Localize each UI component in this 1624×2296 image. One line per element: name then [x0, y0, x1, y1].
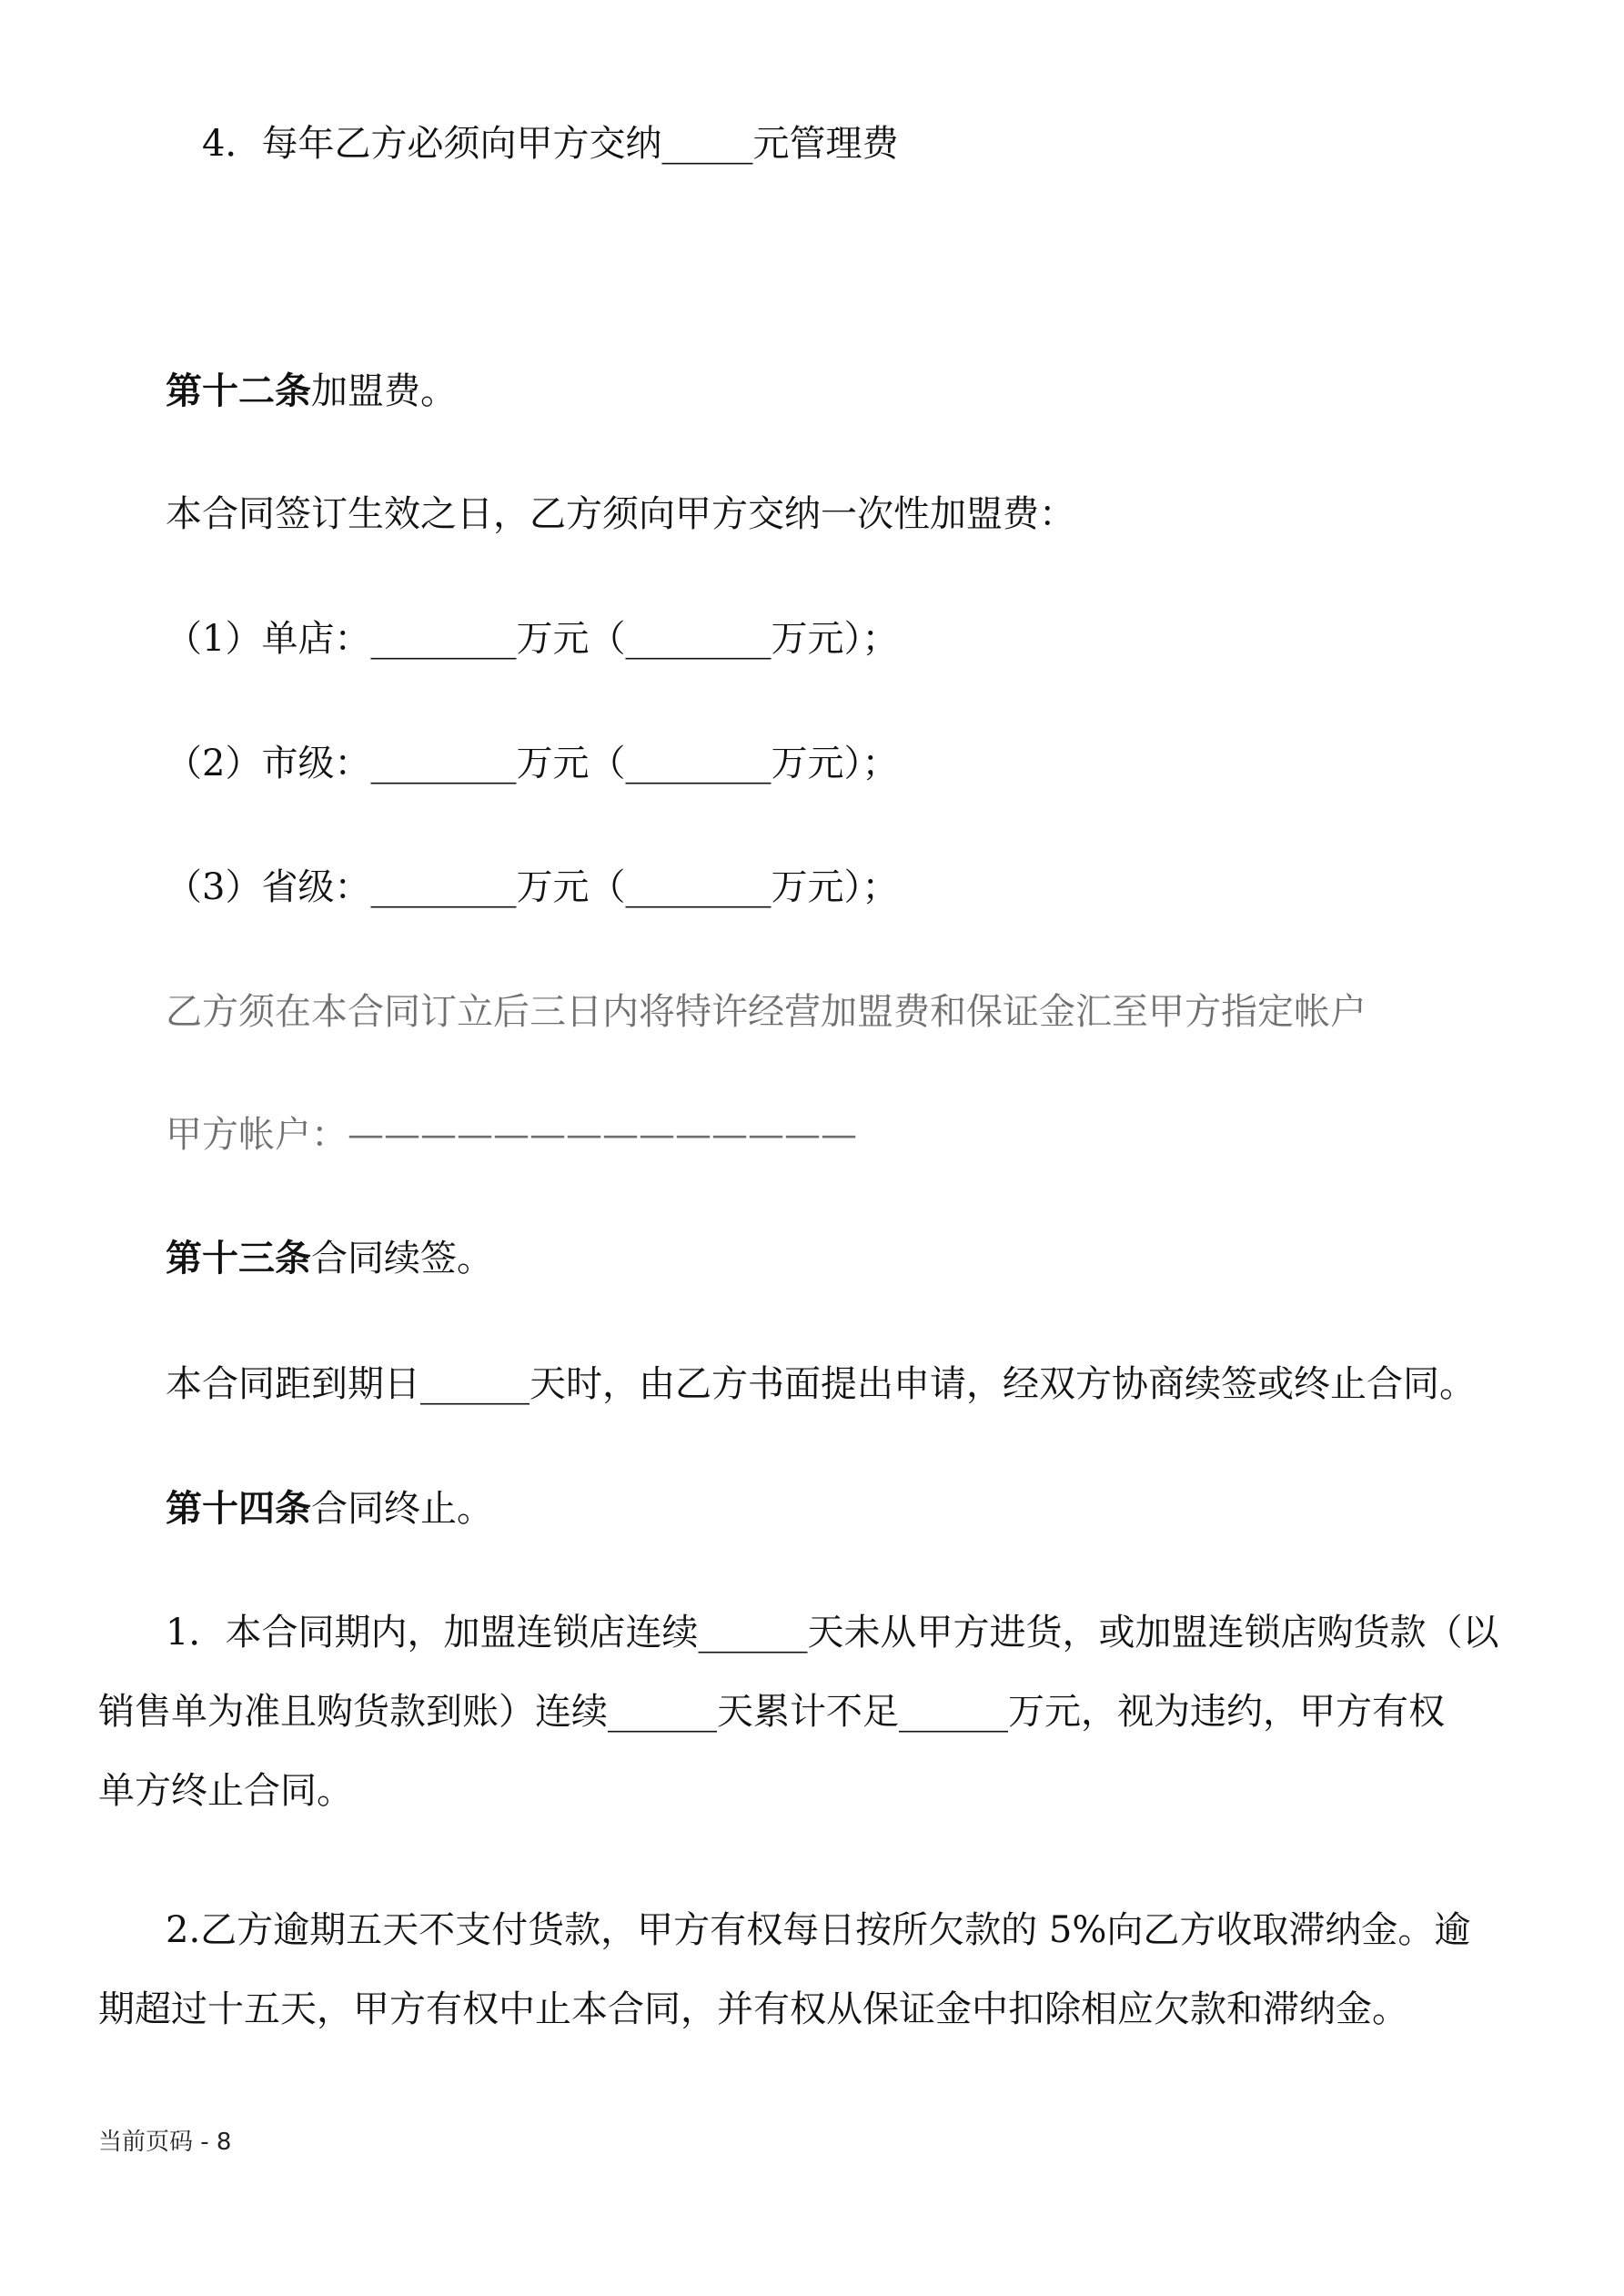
article-12-number: 第十二条: [166, 370, 311, 412]
article-14-clause-1-line-3: 单方终止合同。: [98, 1770, 353, 1812]
article-14-clause-1-line-1: 1．本合同期内，加盟连锁店连续______天未从甲方进货，或加盟连锁店购货款（以: [166, 1612, 1499, 1654]
fee-item-single-store: （1）单店：________万元（________万元）；: [166, 618, 899, 660]
article-14-number: 第十四条: [166, 1488, 311, 1530]
article-14-clause-1-line-2: 销售单为准且购货款到账）连续______天累计不足______万元，视为违约，甲方有权: [98, 1691, 1445, 1733]
article-13-title: 合同续签。: [311, 1238, 493, 1279]
page-number: 当前页码 - 8: [98, 2129, 232, 2156]
article-13-text: 本合同距到期日______天时，由乙方书面提出申请，经双方协商续签或终止合同。: [166, 1363, 1476, 1405]
article-12-heading: [166, 369, 457, 414]
article-14-heading: [166, 1486, 493, 1532]
article-14-clause-2-line-1: 2.乙方逾期五天不支付货款，甲方有权每日按所欠款的 5%向乙方收取滞纳金。逾: [166, 1909, 1471, 1951]
party-a-account: 甲方帐户：——————————————: [166, 1114, 857, 1156]
fee-item-province-level: （3）省级：________万元（________万元）；: [166, 866, 899, 908]
article-12-title: 加盟费。: [311, 370, 457, 412]
paragraph-management-fee: 4．每年乙方必须向甲方交纳_____元管理费: [202, 123, 899, 165]
article-14-clause-2-line-2: 期超过十五天，甲方有权中止本合同，并有权从保证金中扣除相应欠款和滞纳金。: [98, 1988, 1408, 2030]
article-13-number: 第十三条: [166, 1238, 311, 1279]
article-13-heading: [166, 1236, 493, 1281]
fee-item-city-level: （2）市级：________万元（________万元）；: [166, 743, 899, 784]
article-12-intro: 本合同签订生效之日，乙方须向甲方交纳一次性加盟费：: [166, 493, 1075, 535]
article-14-title: 合同终止。: [311, 1488, 493, 1530]
transfer-note: 乙方须在本合同订立后三日内将特许经营加盟费和保证金汇至甲方指定帐户: [166, 991, 1367, 1033]
